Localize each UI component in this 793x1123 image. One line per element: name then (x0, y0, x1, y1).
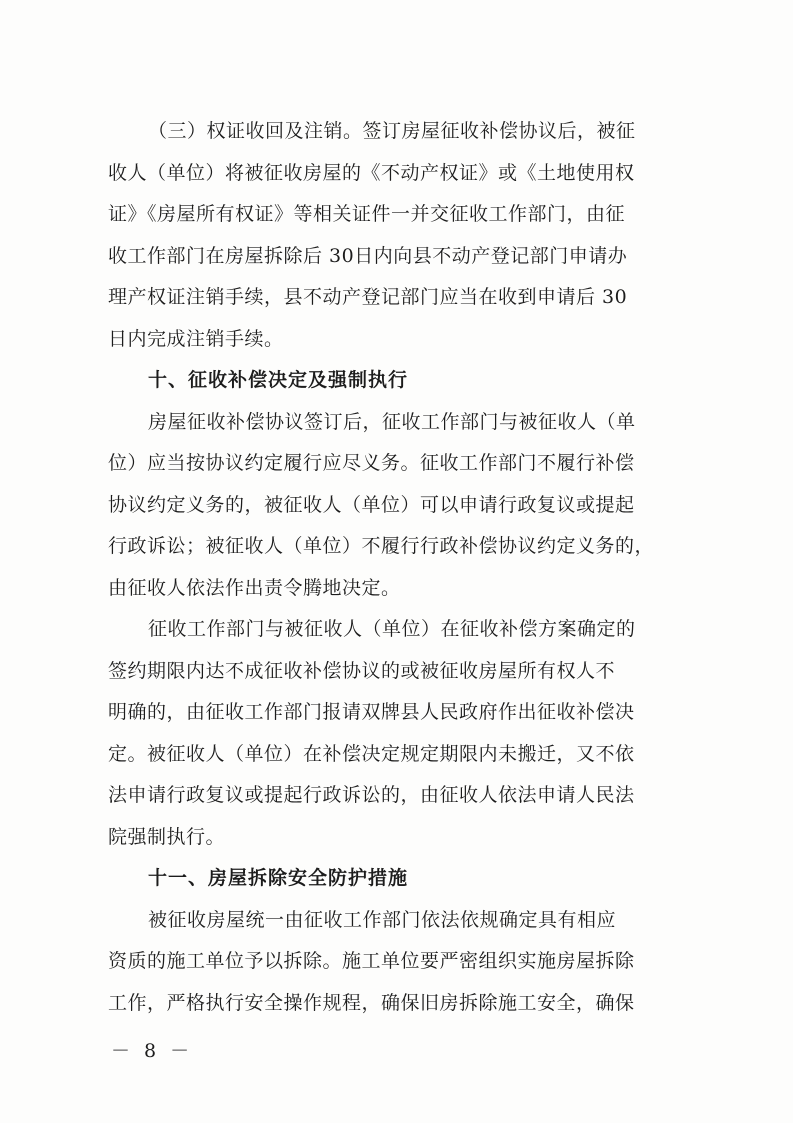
paragraph-line: 位）应当按协议约定履行应尽义务。征收工作部门不履行补偿 (108, 452, 635, 474)
paragraph-line: 明确的，由征收工作部门报请双牌县人民政府作出征收补偿决 (108, 701, 635, 723)
paragraph-line: 资质的施工单位予以拆除。施工单位要严密组织实施房屋拆除 (108, 950, 635, 972)
paragraph-line: （三）权证收回及注销。签订房屋征收补偿协议后，被征 (148, 120, 636, 142)
paragraph-line: 日内完成注销手续。 (108, 328, 284, 350)
paragraph-line: 房屋征收补偿协议签订后，征收工作部门与被征收人（单 (148, 411, 636, 433)
paragraph-line: 法申请行政复议或提起行政诉讼的，由征收人依法申请人民法 (108, 784, 635, 806)
paragraph-line: 被征收房屋统一由征收工作部门依法依规确定具有相应 (148, 909, 617, 931)
paragraph-line: 由征收人依法作出责令腾地决定。 (108, 577, 401, 599)
paragraph-line: 收工作部门在房屋拆除后 30日内向县不动产登记部门申请办 (108, 245, 628, 267)
paragraph-line: 定。被征收人（单位）在补偿决定规定期限内未搬迁，又不依 (108, 743, 635, 765)
paragraph-line: 院强制执行。 (108, 826, 226, 848)
paragraph-line: 行政诉讼；被征收人（单位）不履行行政补偿协议约定义务的， (108, 535, 655, 557)
page-number: － 8 － (111, 1040, 194, 1062)
section-heading: 十、征收补偿决定及强制执行 (148, 369, 409, 391)
paragraph-line: 理产权证注销手续，县不动产登记部门应当在收到申请后 30 (108, 286, 628, 308)
paragraph-line: 收人（单位）将被征收房屋的《不动产权证》或《土地使用权 (108, 162, 635, 184)
paragraph-line: 工作，严格执行安全操作规程，确保旧房拆除施工安全，确保 (108, 992, 635, 1014)
paragraph-line: 协议约定义务的，被征收人（单位）可以申请行政复议或提起 (108, 494, 635, 516)
paragraph-line: 签约期限内达不成征收补偿协议的或被征收房屋所有权人不 (108, 660, 616, 682)
paragraph-line: 征收工作部门与被征收人（单位）在征收补偿方案确定的 (148, 618, 636, 640)
section-heading: 十一、房屋拆除安全防护措施 (148, 867, 409, 889)
paragraph-line: 证》《房屋所有权证》等相关证件一并交征收工作部门，由征 (108, 203, 626, 225)
